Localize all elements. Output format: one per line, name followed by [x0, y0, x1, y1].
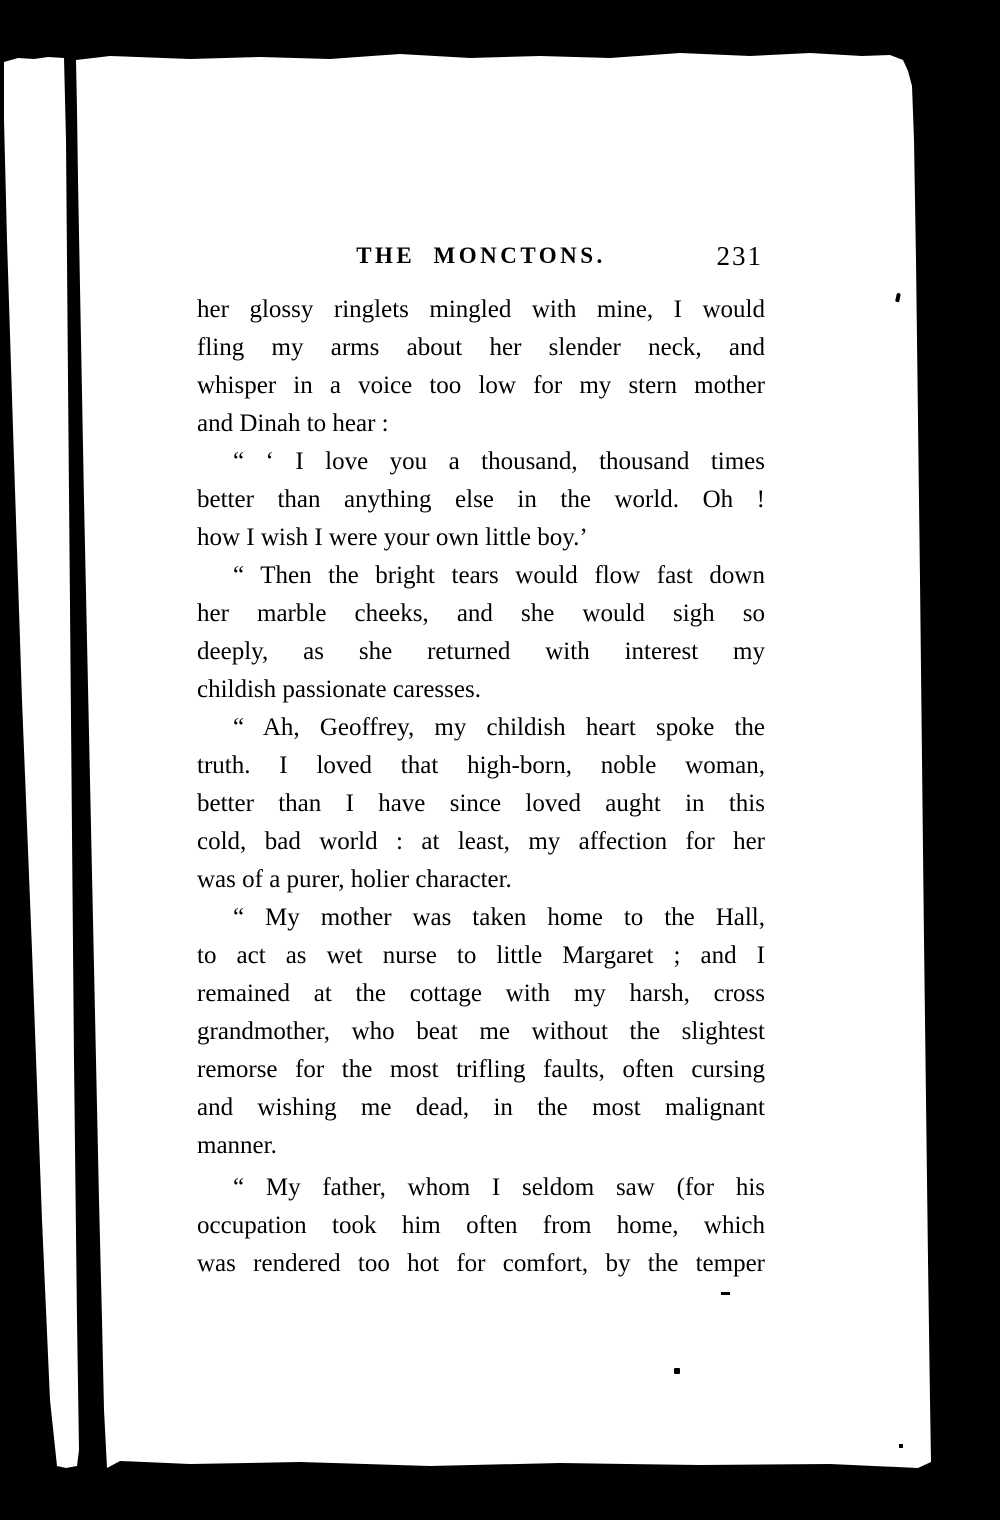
text-line: “ My father, whom I seldom saw (for his — [233, 1174, 765, 1201]
text-line: how I wish I were your own little boy.’ — [197, 524, 588, 551]
paragraph — [197, 443, 765, 557]
text-line: was of a purer, holier character. — [197, 866, 512, 893]
page-header — [197, 238, 765, 274]
text-line: grandmother, who beat me without the slightest — [197, 1018, 765, 1045]
text-line: deeply, as she returned with interest my — [197, 638, 765, 665]
text-line: “ Ah, Geoffrey, my childish heart spoke the — [233, 714, 765, 741]
text-line: remained at the cottage with my harsh, cross — [197, 980, 765, 1007]
text-line: “ Then the bright tears would flow fast down — [233, 562, 765, 589]
scan-speck-dash — [721, 1292, 730, 1295]
text-line: her glossy ringlets mingled with mine, I would — [197, 296, 765, 323]
text-line: whisper in a voice too low for my stern mother — [197, 372, 765, 399]
text-line: “ My mother was taken home to the Hall, — [233, 904, 765, 931]
paragraph — [197, 899, 765, 1165]
paragraph — [197, 557, 765, 709]
text-line: better than anything else in the world. Oh ! — [197, 486, 765, 513]
page-content — [197, 0, 765, 1520]
text-line: remorse for the most trifling faults, often cursing — [197, 1056, 765, 1083]
text-line: fling my arms about her slender neck, and — [197, 334, 765, 361]
text-line: cold, bad world : at least, my affection for her — [197, 828, 765, 855]
text-line: and wishing me dead, in the most malignant — [197, 1094, 765, 1121]
text-line: childish passionate caresses. — [197, 676, 481, 703]
text-line: manner. — [197, 1132, 277, 1159]
running-title: THE MONCTONS. — [356, 243, 606, 268]
text-line: truth. I loved that high-born, noble woman, — [197, 752, 765, 779]
text-line: was rendered too hot for comfort, by the temper — [197, 1250, 765, 1277]
text-line: her marble cheeks, and she would sigh so — [197, 600, 765, 627]
paragraph — [197, 291, 765, 443]
text-line: better than I have since loved aught in this — [197, 790, 765, 817]
text-line: occupation took him often from home, which — [197, 1212, 765, 1239]
text-line: to act as wet nurse to little Margaret ; and I — [197, 942, 765, 969]
text-line: “ ‘ I love you a thousand, thousand times — [233, 448, 765, 475]
page-body — [197, 291, 765, 1283]
page-number: 231 — [716, 241, 763, 271]
scan-speck-dot-small — [899, 1444, 903, 1448]
scan-speck-dot — [674, 1368, 680, 1374]
paragraph — [197, 1169, 765, 1283]
text-line: and Dinah to hear : — [197, 410, 389, 437]
paragraph — [197, 709, 765, 899]
